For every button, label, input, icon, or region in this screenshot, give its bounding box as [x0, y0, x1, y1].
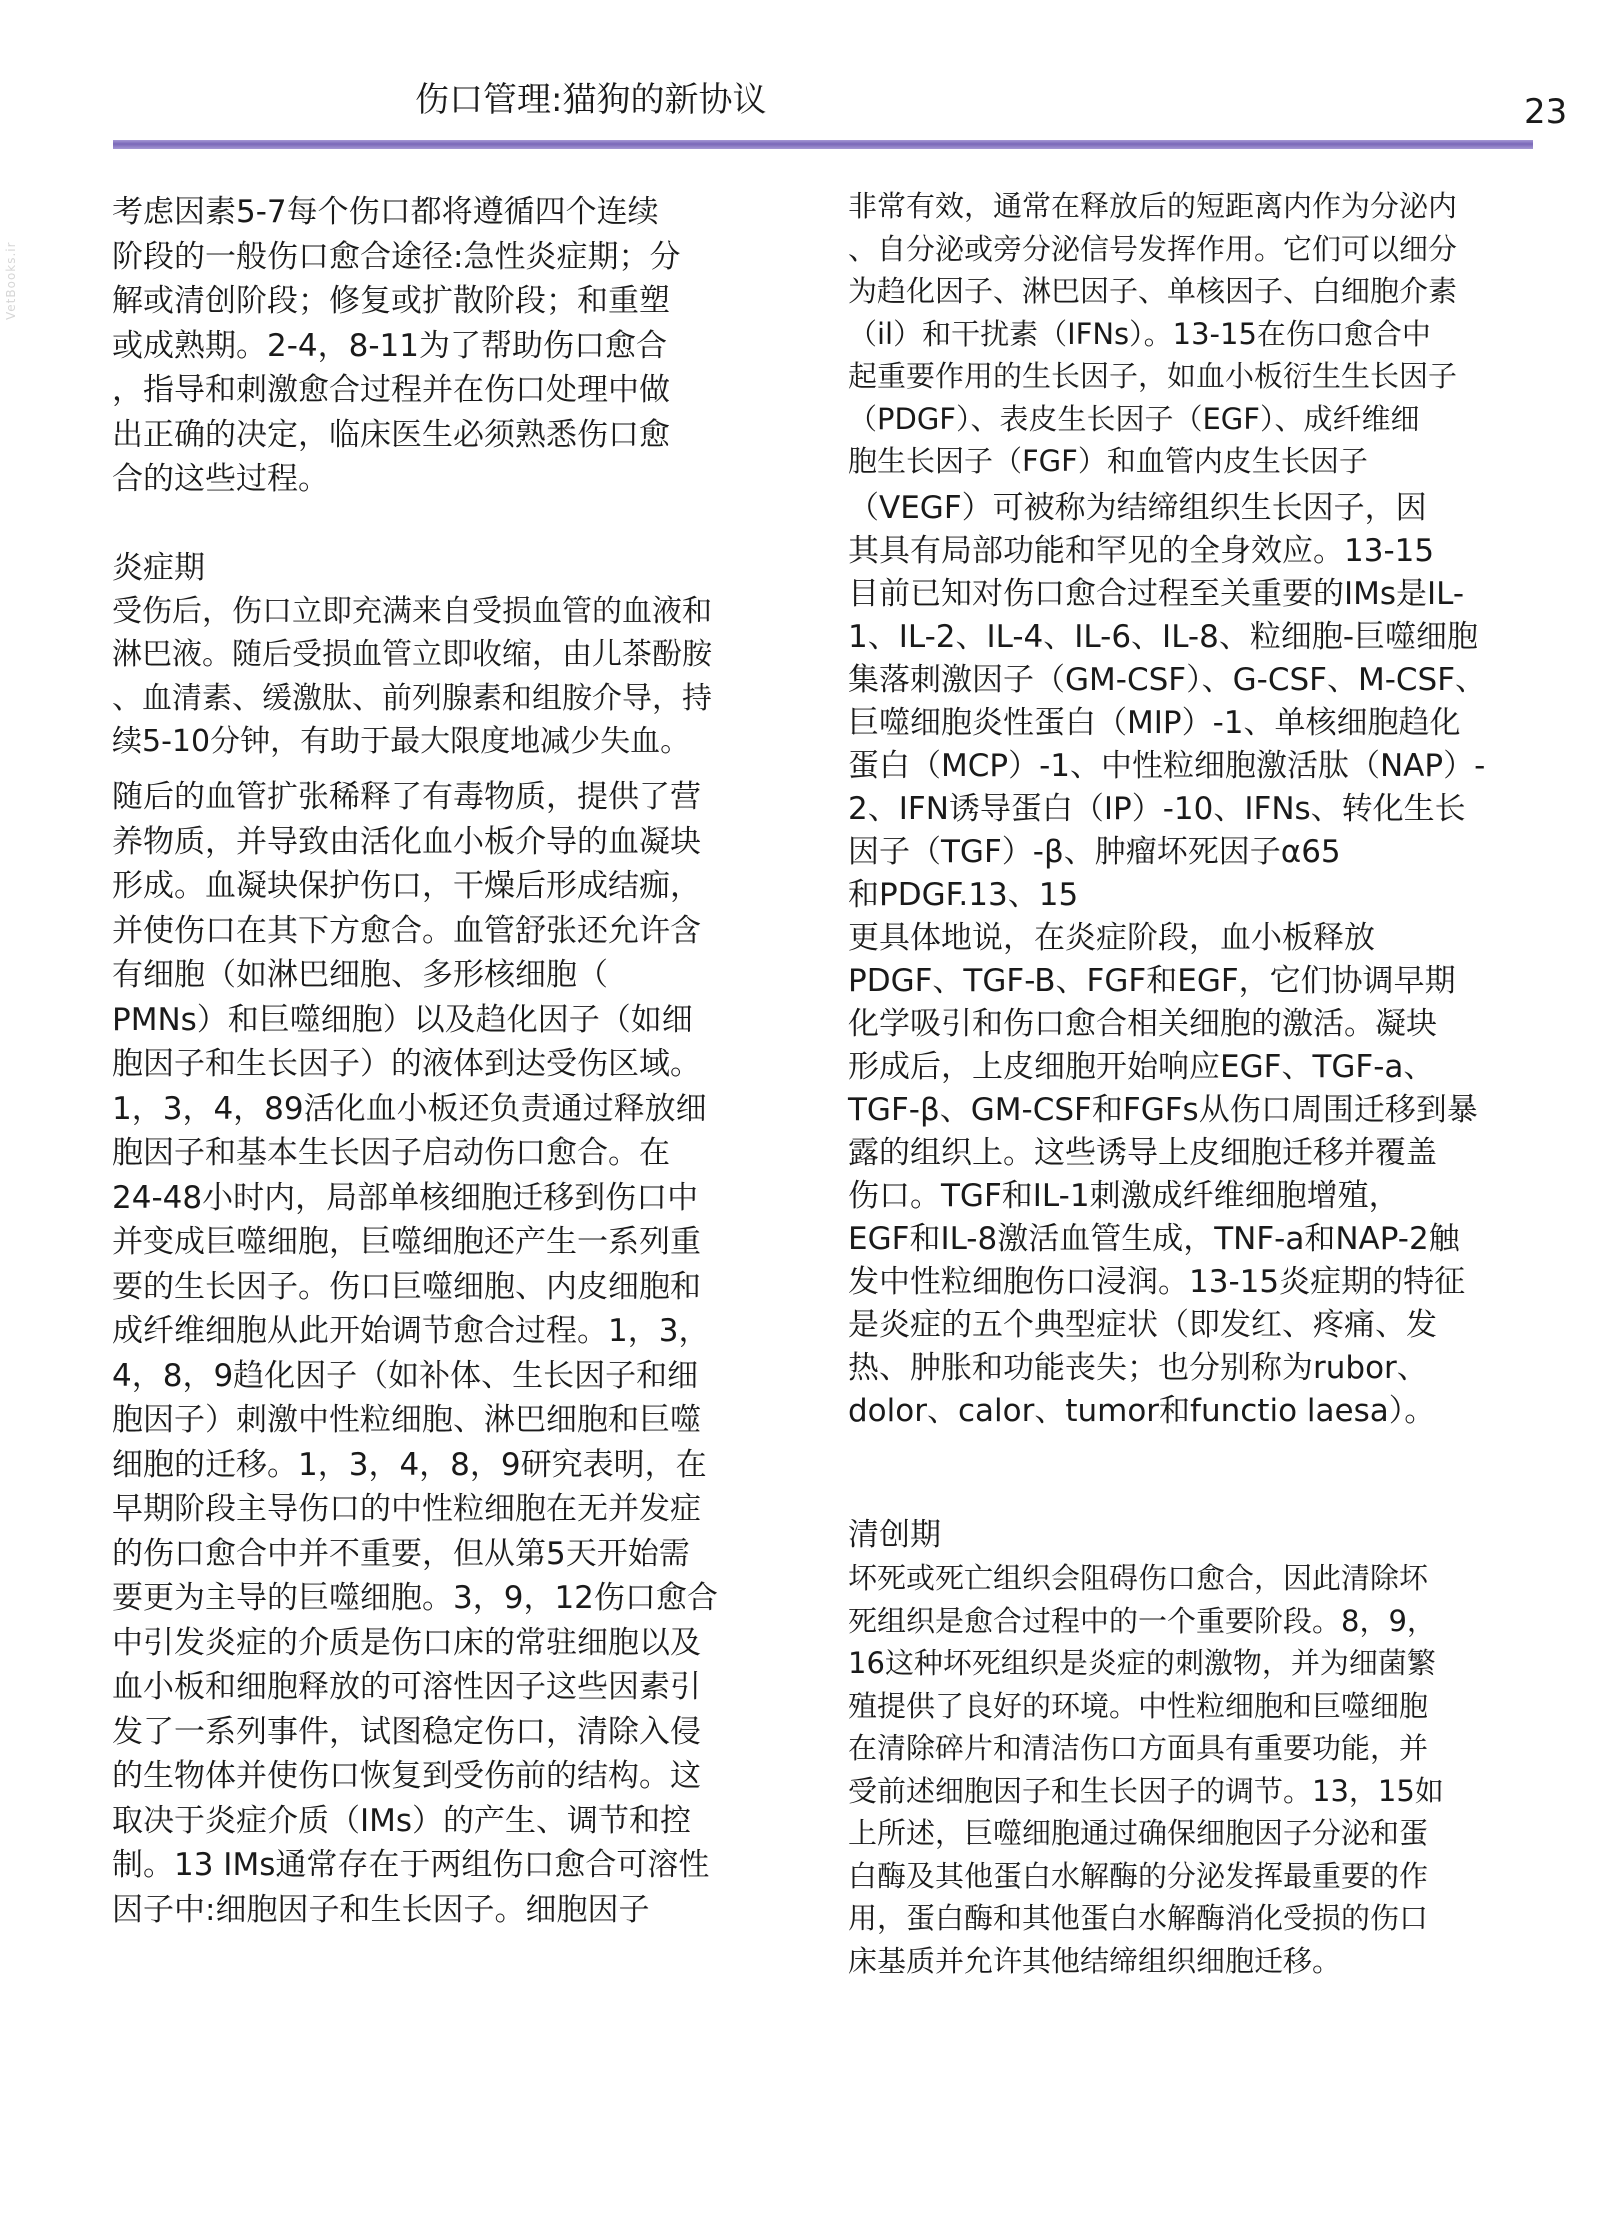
text-line: 制。13 IMs通常存在于两组伤口愈合可溶性	[112, 1847, 710, 1883]
text-line: 用，蛋白酶和其他蛋白水解酶消化受损的伤口	[848, 1901, 1429, 1935]
vegf-paragraph	[848, 487, 1486, 1433]
text-line: 起重要作用的生长因子，如血小板衍生生长因子	[848, 359, 1458, 393]
inflammation-paragraph	[112, 590, 712, 763]
text-line: 胞因子和基本生长因子启动伤口愈合。在	[112, 1135, 670, 1171]
text-line: 早期阶段主导伤口的中性粒细胞在无并发症	[112, 1491, 701, 1527]
text-line: 、自分泌或旁分泌信号发挥作用。它们可以细分	[848, 231, 1458, 266]
text-line: 伤口。TGF和IL-1刺激成纤维细胞增殖，	[848, 1178, 1400, 1214]
text-line: 在清除碎片和清洁伤口方面具有重要功能，并	[848, 1731, 1429, 1765]
text-line: 形成。血凝块保护伤口，干燥后形成结痂，	[112, 868, 701, 904]
watermark: VetBooks.ir	[4, 241, 18, 320]
text-line: 更具体地说，在炎症阶段，血小板释放	[848, 920, 1375, 956]
text-line: 有细胞（如淋巴细胞、多形核细胞（	[112, 957, 608, 993]
text-line: 1，3，4，89活化血小板还负责通过释放细	[112, 1090, 707, 1127]
text-line: 16这种坏死组织是炎症的刺激物，并为细菌繁	[848, 1646, 1436, 1680]
text-line: 4，8，9趋化因子（如补体、生长因子和细	[112, 1357, 699, 1394]
text-line: 细胞的迁移。1，3，4，8，9研究表明，在	[112, 1446, 707, 1483]
text-line: 和PDGF.13、15	[848, 877, 1079, 913]
text-line: 蛋白（MCP）-1、中性粒细胞激活肽（NAP）-	[848, 748, 1486, 784]
text-line: TGF-β、GM-CSF和FGFs从伤口周围迁移到暴	[848, 1092, 1478, 1128]
text-line: 中引发炎症的介质是伤口床的常驻细胞以及	[112, 1624, 701, 1661]
text-line: 血小板和细胞释放的可溶性因子这些因素引	[112, 1669, 701, 1705]
text-line: 集落刺激因子（GM-CSF）、G-CSF、M-CSF、	[848, 662, 1487, 698]
intro-paragraph	[112, 190, 680, 502]
text-line: 合的这些过程。	[112, 461, 329, 497]
text-line: 床基质并允许其他结缔组织细胞迁移。	[848, 1943, 1342, 1978]
text-line: EGF和IL-8激活血管生成，TNF-a和NAP-2触	[848, 1221, 1460, 1257]
text-line: 露的组织上。这些诱导上皮细胞迁移并覆盖	[848, 1135, 1437, 1171]
text-line: 的伤口愈合中并不重要，但从第5天开始需	[112, 1535, 690, 1572]
text-line: 成纤维细胞从此开始调节愈合过程。1，3，	[112, 1313, 710, 1349]
text-line: 因子（TGF）-β、肿瘤坏死因子α65	[848, 834, 1341, 870]
text-line: 热、肿胀和功能丧失；也分别称为rubor、	[848, 1350, 1428, 1386]
text-line: 死组织是愈合过程中的一个重要阶段。8，9，	[848, 1603, 1436, 1638]
text-line: 化学吸引和伤口愈合相关细胞的激活。凝块	[848, 1006, 1437, 1042]
text-line: 殖提供了良好的环境。中性粒细胞和巨噬细胞	[848, 1688, 1429, 1723]
text-line: 发中性粒细胞伤口浸润。13-15炎症期的特征	[848, 1264, 1466, 1300]
text-line: 受伤后，伤口立即充满来自受损血管的血液和	[112, 594, 712, 629]
text-line: dolor、calor、tumor和functio laesa）。	[848, 1393, 1436, 1429]
text-line: 或成熟期。2-4，8-11为了帮助伤口愈合	[112, 327, 667, 364]
text-line: 1、IL-2、IL-4、IL-6、IL-8、粒细胞-巨噬细胞	[848, 619, 1479, 655]
text-line: 要的生长因子。伤口巨噬细胞、内皮细胞和	[112, 1268, 701, 1305]
text-line: 胞因子）刺激中性粒细胞、淋巴细胞和巨噬	[112, 1402, 701, 1438]
text-line: 的生物体并使伤口恢复到受伤前的结构。这	[112, 1758, 701, 1794]
text-line: 续5-10分钟，有助于最大限度地减少失血。	[112, 723, 691, 759]
text-line: 为趋化因子、淋巴因子、单核因子、白细胞介素	[848, 274, 1458, 308]
text-line: （PDGF）、表皮生长因子（EGF）、成纤维细	[848, 401, 1420, 436]
text-line: 并变成巨噬细胞，巨噬细胞还产生一系列重	[112, 1224, 701, 1260]
text-line: 上所述，巨噬细胞通过确保细胞因子分泌和蛋	[848, 1816, 1429, 1850]
text-line: 2、IFN诱导蛋白（IP）-10、IFNs、转化生长	[848, 791, 1466, 827]
text-line: PMNs）和巨噬细胞）以及趋化因子（如细	[112, 1001, 693, 1038]
text-line: 胞生长因子（FGF）和血管内皮生长因子	[848, 444, 1368, 478]
text-line: 因子中:细胞因子和生长因子。细胞因子	[112, 1891, 650, 1928]
text-line: 、血清素、缓激肽、前列腺素和组胺介导，持	[112, 680, 712, 716]
text-line: 白酶及其他蛋白水解酶的分泌发挥最重要的作	[848, 1858, 1429, 1893]
text-line: （il）和干扰素（IFNs）。13-15在伤口愈合中	[848, 316, 1431, 351]
text-line: 24-48小时内，局部单核细胞迁移到伤口中	[112, 1179, 699, 1216]
text-line: 受前述细胞因子和生长因子的调节。13，15如	[848, 1773, 1444, 1808]
vasodilation-paragraph	[112, 775, 718, 1932]
text-line: 是炎症的五个典型症状（即发红、疼痛、发	[848, 1307, 1437, 1343]
text-line: 胞因子和生长因子）的液体到达受伤区域。	[112, 1046, 701, 1082]
text-line: 考虑因素5-7每个伤口都将遵循四个连续	[112, 194, 659, 230]
text-line: 随后的血管扩张稀释了有毒物质，提供了营	[112, 779, 701, 815]
page-number: 23	[1524, 92, 1568, 132]
text-line: 巨噬细胞炎性蛋白（MIP）-1、单核细胞趋化	[848, 705, 1461, 741]
text-line: 出正确的决定，临床医生必须熟悉伤口愈	[112, 416, 670, 453]
text-line: 取决于炎症介质（IMs）的产生、调节和控	[112, 1802, 692, 1839]
text-line: ，指导和刺激愈合过程并在伤口处理中做	[112, 372, 670, 408]
text-line: 形成后，上皮细胞开始响应EGF、TGF-a、	[848, 1049, 1435, 1085]
text-line: 目前已知对伤口愈合过程至关重要的IMs是IL-	[848, 576, 1465, 612]
text-line: 解或清创阶段；修复或扩散阶段；和重塑	[112, 283, 670, 319]
debridement-heading: 清创期	[848, 1517, 941, 1553]
page-header-title: 伤口管理:猫狗的新协议	[415, 80, 767, 120]
text-line: 养物质，并导致由活化血小板介导的血凝块	[112, 823, 701, 860]
text-line: 阶段的一般伤口愈合途径:急性炎症期；分	[112, 238, 681, 275]
inflammation-heading: 炎症期	[112, 550, 205, 586]
text-line: 淋巴液。随后受损血管立即收缩，由儿茶酚胺	[112, 637, 712, 673]
text-line: 其具有局部功能和罕见的全身效应。13-15	[848, 533, 1435, 569]
debridement-paragraph	[848, 1557, 1444, 1982]
text-line: 要更为主导的巨噬细胞。3，9，12伤口愈合	[112, 1580, 718, 1616]
cytokine-paragraph	[848, 185, 1457, 483]
text-line: 并使伤口在其下方愈合。血管舒张还允许含	[112, 912, 701, 949]
text-line: 发了一系列事件，试图稳定伤口，清除入侵	[112, 1713, 701, 1750]
text-line: 非常有效，通常在释放后的短距离内作为分泌内	[848, 189, 1458, 223]
text-line: 坏死或死亡组织会阻碍伤口愈合，因此清除坏	[848, 1561, 1429, 1595]
header-divider	[113, 140, 1533, 149]
text-line: （VEGF）可被称为结缔组织生长因子，因	[848, 490, 1427, 526]
text-line: PDGF、TGF-B、FGF和EGF，它们协调早期	[848, 963, 1456, 999]
